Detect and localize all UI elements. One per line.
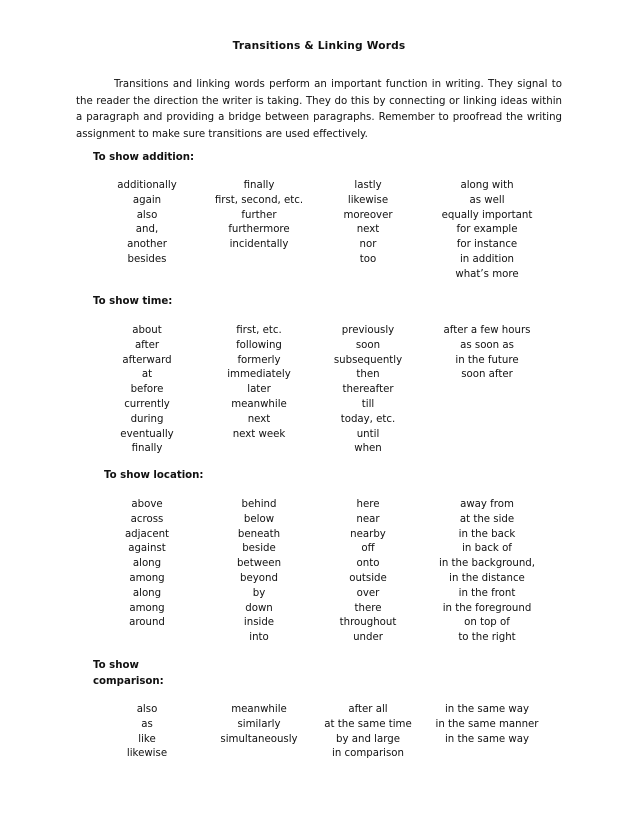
word-item: as <box>141 718 153 730</box>
section-heading-location: To show location: <box>104 470 204 481</box>
word-item: soon after <box>461 369 513 381</box>
word-item: at the same time <box>324 718 412 730</box>
section-heading-comparison: To show comparison: <box>93 660 164 687</box>
word-item: to the right <box>458 632 516 644</box>
word-item: thereafter <box>342 384 394 396</box>
word-item: furthermore <box>228 224 290 236</box>
word-item: in addition <box>459 253 515 265</box>
word-item: for example <box>456 224 518 236</box>
comparison-column-4 <box>412 703 562 747</box>
word-item: likewise <box>126 748 168 760</box>
word-item: incidentally <box>229 239 289 251</box>
word-item: afterward <box>122 354 172 366</box>
intro-paragraph: Transitions and linking words perform an important function in writing. They signal to the reader the direction the writer is taking. They do this by connecting or linking ideas within a paragraph and providing a bridge between paragraphs. Remember to proofread the writing assignment to make sure transitions are used effectively. <box>76 79 562 140</box>
word-item: at the side <box>459 513 515 525</box>
addition-column-4 <box>412 179 562 283</box>
word-item: too <box>359 253 377 265</box>
word-item: first, etc. <box>236 325 282 336</box>
word-item: soon <box>355 339 381 351</box>
word-item: beside <box>242 543 276 555</box>
word-item: in the back <box>458 528 516 540</box>
time-column-4 <box>412 324 562 383</box>
word-item: into <box>249 632 269 644</box>
word-item: today, etc. <box>340 413 396 425</box>
word-item: beyond <box>240 572 278 584</box>
word-item: immediately <box>227 369 291 381</box>
word-item: lastly <box>354 180 382 191</box>
word-item: for instance <box>456 239 518 251</box>
word-item: in the front <box>458 587 516 599</box>
word-item: off <box>361 543 375 555</box>
word-item: previously <box>341 325 395 336</box>
word-item: additionally <box>117 180 177 191</box>
word-item: adjacent <box>124 528 170 540</box>
word-item: meanwhile <box>231 704 287 715</box>
word-item: like <box>138 733 156 745</box>
word-item: onto <box>356 558 380 570</box>
word-item: between <box>236 558 282 570</box>
word-item: next <box>356 224 380 236</box>
word-item: in the same manner <box>435 718 539 730</box>
word-item: over <box>356 587 380 599</box>
word-item: against <box>128 543 166 555</box>
word-item: later <box>247 384 271 396</box>
word-item: there <box>354 602 382 614</box>
word-item: by and large <box>336 733 400 745</box>
word-item: around <box>129 617 165 629</box>
word-item: in the same way <box>444 704 530 715</box>
word-item: first, second, etc. <box>214 194 304 206</box>
word-item: formerly <box>237 354 281 366</box>
word-item: outside <box>349 572 387 584</box>
word-item: moreover <box>343 209 393 221</box>
word-item: equally important <box>441 209 533 221</box>
word-item: as well <box>469 194 505 206</box>
word-item: finally <box>131 443 163 455</box>
word-item: similarly <box>237 718 281 730</box>
word-item: near <box>356 513 380 525</box>
document-title: Transitions & Linking Words <box>232 40 406 52</box>
word-item: away from <box>460 499 514 510</box>
section-heading-addition: To show addition: <box>93 152 195 163</box>
word-item: before <box>130 384 164 396</box>
word-item: after all <box>348 704 388 715</box>
word-item: among <box>129 572 165 584</box>
word-item: again <box>132 194 162 206</box>
word-item: then <box>356 369 380 381</box>
word-item: after a few hours <box>443 325 531 336</box>
word-item: after <box>134 339 160 351</box>
word-item: till <box>361 398 375 410</box>
word-item: along with <box>460 180 514 191</box>
word-item: and, <box>135 224 159 236</box>
word-item: further <box>241 209 277 221</box>
word-item: in back of <box>462 543 512 555</box>
word-item: throughout <box>339 617 397 629</box>
word-item: next week <box>232 428 286 440</box>
word-item: below <box>243 513 275 525</box>
word-item: following <box>236 339 282 351</box>
word-item: along <box>132 587 162 599</box>
word-item: in the foreground <box>442 602 532 614</box>
word-item: on top of <box>464 617 510 629</box>
word-item: what’s more <box>455 268 519 280</box>
word-item: behind <box>241 499 277 510</box>
location-column-4 <box>412 498 562 646</box>
section-heading-time: To show time: <box>93 296 173 307</box>
word-item: meanwhile <box>231 398 287 410</box>
word-item: besides <box>127 253 167 265</box>
word-item: in comparison <box>331 748 404 760</box>
word-item: in the background, <box>439 558 535 570</box>
word-item: nearby <box>350 528 386 540</box>
word-item: when <box>354 443 382 455</box>
word-item: along <box>132 558 162 570</box>
word-item: as soon as <box>460 339 514 351</box>
word-item: above <box>131 499 163 510</box>
word-item: inside <box>243 617 275 629</box>
word-item: another <box>127 239 167 251</box>
word-item: among <box>129 602 165 614</box>
word-item: currently <box>124 398 170 410</box>
word-item: simultaneously <box>220 733 298 745</box>
word-item: about <box>132 325 162 336</box>
word-item: also <box>136 704 158 715</box>
word-item: also <box>136 209 158 221</box>
word-item: here <box>356 499 380 510</box>
word-item: nor <box>359 239 377 251</box>
word-item: under <box>353 632 383 644</box>
word-item: next <box>247 413 271 425</box>
word-item: in the same way <box>444 733 530 745</box>
word-item: until <box>356 428 380 440</box>
word-item: in the future <box>455 354 519 366</box>
word-item: down <box>245 602 273 614</box>
word-item: beneath <box>237 528 281 540</box>
word-item: during <box>130 413 164 425</box>
word-item: likewise <box>347 194 389 206</box>
word-item: at <box>141 369 153 381</box>
word-item: eventually <box>120 428 174 440</box>
word-item: by <box>252 587 266 599</box>
word-item: finally <box>243 180 275 191</box>
word-item: subsequently <box>333 354 403 366</box>
word-item: in the distance <box>449 572 525 584</box>
word-item: across <box>130 513 164 525</box>
